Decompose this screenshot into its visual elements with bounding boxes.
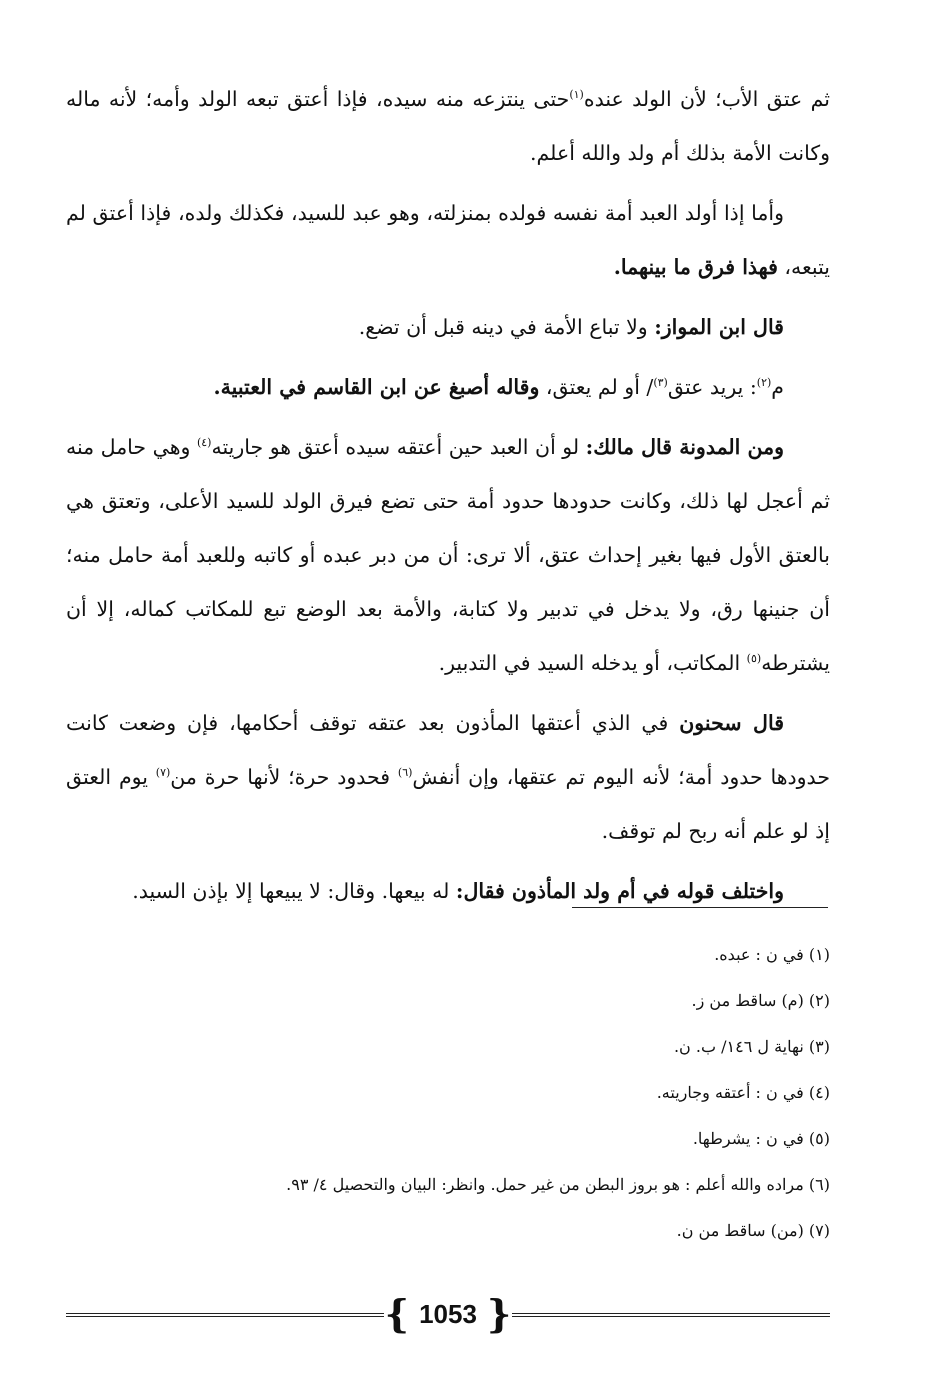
footnote-item: (٤) في ن : أعتقه وجاريته. (656, 1083, 830, 1102)
paragraph (66, 420, 830, 690)
bold-text-run: قال ابن المواز: (654, 315, 784, 339)
bold-text-run: فهذا فرق ما بينهما. (613, 255, 778, 279)
paragraph (66, 186, 830, 294)
footnote-ref: (٦) (397, 766, 413, 780)
footnote-ref: (٥) (746, 652, 762, 666)
text-run: لو أن العبد حين أعتقه سيده أعتق هو جاريته (211, 435, 586, 459)
text-run: المكاتب، أو يدخله السيد في التدبير. (438, 651, 747, 675)
footer-rule-left (66, 1313, 384, 1317)
footer-rule-right (512, 1313, 830, 1317)
footnote-item: (٦) مراده والله أعلم : هو بروز البطن من غير حمل. وانظر: البيان والتحصيل ٤/ ٩٣. (286, 1175, 830, 1194)
text-run: م (771, 375, 784, 399)
footnotes (66, 932, 830, 1254)
bold-text-run: واختلف قوله في أم ولد المأذون فقال: (455, 879, 784, 903)
text-run: وأما إذا أولد العبد أمة نفسه فولده بمنزلته، وهو عبد للسيد، فكذلك ولده، فإذا أعتق لم يتبعه، (66, 201, 830, 279)
paragraph (66, 696, 830, 858)
brace-open: { (384, 1291, 410, 1336)
text-run: له بيعها. وقال: لا يبيعها إلا بإذن السيد. (132, 879, 456, 903)
paragraph (66, 360, 830, 414)
main-text (66, 72, 830, 924)
paragraph (66, 72, 830, 180)
bold-text-run: قال سحنون (679, 711, 784, 735)
footnote-item: (٥) في ن : يشرطها. (692, 1129, 830, 1148)
paragraph (66, 864, 830, 918)
page-number-frame (384, 1292, 512, 1336)
text-run: : يريد عتق (667, 375, 757, 399)
footnote-item: (٢) (م) ساقط من ز. (691, 991, 830, 1010)
text-run: يوم العتق إذ لو علم أنه ربح لم توقف. (66, 765, 830, 843)
footnote-item: (١) في ن : عبده. (714, 945, 830, 964)
paragraph (66, 300, 830, 354)
text-run: / أو لم يعتق، (539, 375, 654, 399)
page-footer (66, 1292, 830, 1336)
bold-text-run: ومن المدونة قال مالك: (585, 435, 784, 459)
footnote-item: (٧) (من) ساقط من ن. (676, 1221, 830, 1240)
text-run: وهي حامل منه ثم أعجل لها ذلك، وكانت حدودها حدود أمة حتى تضع فيرق الولد للسيد الأعلى، وتعتق هي بالعتق الأول فيها بغير إحداث عتق، ألا ترى: أن من دبر عبده أو كاتبه وللعبد أمة حامل منه؛ أن جنينها رق، ولا يدخل في تدبير ولا كتابة، والأمة بعد الوضع تبع للمكاتب كماله، إلا أن يشترطه (66, 435, 830, 675)
bold-text-run: وقاله أصبغ عن ابن القاسم في العتبية. (213, 375, 540, 399)
text-run: فحدود حرة؛ لأنها حرة من (170, 765, 398, 789)
text-run: في الذي أعتقها المأذون بعد عتقه توقف أحكامها، فإن وضعت كانت حدودها حدود أمة؛ لأنه اليوم تم عتقها، وإن أنفش (66, 711, 830, 789)
text-run: حتى ينتزعه منه سيده، فإذا أعتق تبعه الولد وأمه؛ لأنه ماله وكانت الأمة بذلك أم ولد والله أعلم. (66, 87, 830, 165)
text-run: ولا تباع الأمة في دينه قبل أن تضع. (358, 315, 655, 339)
footnote-ref: (٣) (653, 376, 668, 390)
text-run: ثم عتق الأب؛ لأن الولد عنده (583, 87, 830, 111)
brace-close: } (486, 1291, 512, 1336)
footnote-ref: (٢) (756, 376, 772, 390)
footnote-ref: (٤) (196, 436, 212, 450)
footnote-ref: (١) (569, 88, 584, 102)
footnote-separator (572, 907, 828, 908)
footnote-item: (٣) نهاية ل ١٤٦/ ب. ن. (673, 1037, 830, 1056)
page-number: 1053 (419, 1298, 477, 1329)
footnote-ref: (٧) (155, 766, 171, 780)
